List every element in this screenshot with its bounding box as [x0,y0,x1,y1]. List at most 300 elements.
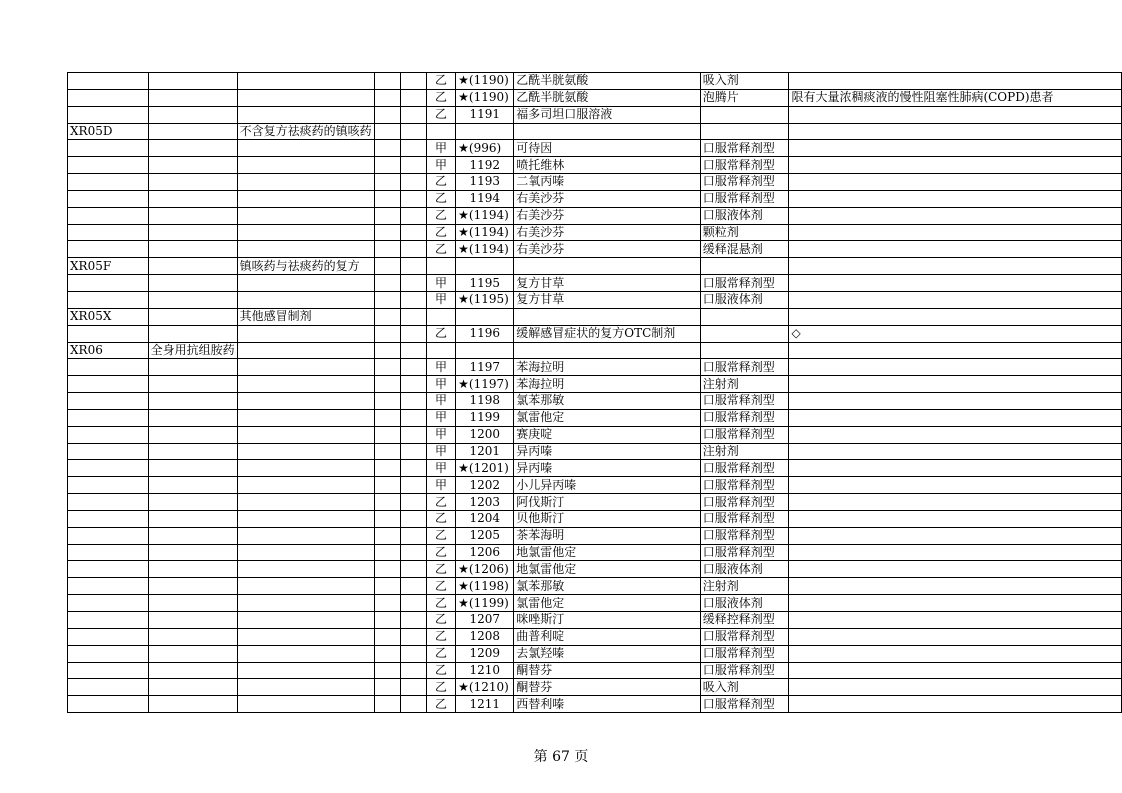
empty-cell [374,426,400,443]
drug-type-cell: 乙 [426,645,455,662]
dosage-form-cell: 口服常释剂型 [700,359,789,376]
empty-cell [148,409,237,426]
empty-cell [68,527,149,544]
empty-cell [148,460,237,477]
drug-number-cell: 1194 [456,190,514,207]
empty-cell [148,241,237,258]
drug-name-cell: 二氧丙嗪 [514,174,701,191]
empty-cell [68,662,149,679]
empty-cell [68,140,149,157]
empty-cell [374,561,400,578]
empty-cell [374,207,400,224]
empty-cell [374,140,400,157]
empty-cell [148,106,237,123]
empty-cell [374,527,400,544]
drug-type-cell: 乙 [426,73,455,90]
empty-cell [237,612,374,629]
empty-cell [68,241,149,258]
empty-cell [400,409,426,426]
empty-cell [374,645,400,662]
empty-cell [68,275,149,292]
empty-cell [700,342,789,359]
empty-cell [400,157,426,174]
dosage-form-cell: 颗粒剂 [700,224,789,241]
empty-cell [237,190,374,207]
drug-name-cell: 乙酰半胱氨酸 [514,73,701,90]
empty-cell [374,123,400,140]
drug-catalog-table [67,72,1122,713]
drug-type-cell: 乙 [426,89,455,106]
dosage-form-cell: 口服常释剂型 [700,409,789,426]
empty-cell [148,308,237,325]
dosage-form-cell: 口服液体剂 [700,291,789,308]
dosage-form-cell: 口服常释剂型 [700,174,789,191]
empty-cell [68,460,149,477]
empty-cell [400,140,426,157]
empty-cell [789,123,1122,140]
drug-number-cell: 1193 [456,174,514,191]
table-row [68,89,1122,106]
drug-name-cell: 氯苯那敏 [514,578,701,595]
empty-cell [400,342,426,359]
remarks-cell [789,174,1122,191]
empty-cell [68,325,149,342]
empty-cell [400,494,426,511]
empty-cell [400,241,426,258]
dosage-form-cell: 缓释混悬剂 [700,241,789,258]
drug-number-cell: 1202 [456,477,514,494]
drug-type-cell: 甲 [426,393,455,410]
empty-cell [148,291,237,308]
empty-cell [148,426,237,443]
dosage-form-cell [700,106,789,123]
drug-number-cell: ★(1190) [456,89,514,106]
empty-cell [400,443,426,460]
drug-name-cell: 右美沙芬 [514,241,701,258]
empty-cell [237,628,374,645]
empty-cell [148,645,237,662]
empty-cell [374,494,400,511]
empty-cell [237,662,374,679]
empty-cell [374,595,400,612]
drug-name-cell: 茶苯海明 [514,527,701,544]
empty-cell [426,258,455,275]
empty-cell [426,342,455,359]
remarks-cell [789,612,1122,629]
empty-cell [400,291,426,308]
remarks-cell [789,291,1122,308]
empty-cell [68,89,149,106]
drug-number-cell: 1200 [456,426,514,443]
remarks-cell [789,696,1122,713]
drug-number-cell: 1196 [456,325,514,342]
empty-cell [400,662,426,679]
empty-cell [237,224,374,241]
empty-cell [514,308,701,325]
empty-cell [374,89,400,106]
empty-cell [237,376,374,393]
empty-cell [374,359,400,376]
empty-cell [237,207,374,224]
drug-type-cell: 甲 [426,140,455,157]
drug-number-cell: 1201 [456,443,514,460]
empty-cell [400,477,426,494]
empty-cell [68,426,149,443]
drug-number-cell: 1205 [456,527,514,544]
drug-name-cell: 咪唑斯汀 [514,612,701,629]
empty-cell [148,157,237,174]
table-row [68,376,1122,393]
drug-type-cell: 乙 [426,174,455,191]
remarks-cell [789,106,1122,123]
remarks-cell [789,157,1122,174]
remarks-cell [789,527,1122,544]
empty-cell [374,544,400,561]
remarks-cell [789,645,1122,662]
empty-cell [237,544,374,561]
empty-cell [400,275,426,292]
empty-cell [237,494,374,511]
drug-number-cell: ★(1199) [456,595,514,612]
table-row [68,628,1122,645]
dosage-form-cell: 口服常释剂型 [700,510,789,527]
empty-cell [148,190,237,207]
empty-cell [68,393,149,410]
empty-cell [400,224,426,241]
empty-cell [237,477,374,494]
remarks-cell [789,409,1122,426]
empty-cell [237,325,374,342]
empty-cell [237,342,374,359]
category-code-cell: XR06 [68,342,149,359]
empty-cell [148,207,237,224]
drug-type-cell: 乙 [426,561,455,578]
drug-number-cell: 1192 [456,157,514,174]
category-row [68,308,1122,325]
empty-cell [68,376,149,393]
page-number: 第 67 页 [533,749,589,765]
remarks-cell [789,140,1122,157]
drug-number-cell: ★(1206) [456,561,514,578]
dosage-form-cell [700,325,789,342]
dosage-form-cell: 口服常释剂型 [700,662,789,679]
table-row [68,561,1122,578]
table-row [68,426,1122,443]
empty-cell [400,510,426,527]
empty-cell [700,308,789,325]
drug-number-cell: ★(996) [456,140,514,157]
empty-cell [400,89,426,106]
drug-type-cell: 乙 [426,190,455,207]
remarks-cell [789,190,1122,207]
drug-type-cell: 甲 [426,291,455,308]
empty-cell [68,207,149,224]
drug-type-cell: 甲 [426,376,455,393]
table-row [68,696,1122,713]
empty-cell [68,595,149,612]
drug-type-cell: 甲 [426,359,455,376]
table-row [68,612,1122,629]
drug-name-cell: 复方甘草 [514,291,701,308]
empty-cell [400,645,426,662]
drug-type-cell: 甲 [426,275,455,292]
empty-cell [400,376,426,393]
drug-name-cell: 缓解感冒症状的复方OTC制剂 [514,325,701,342]
empty-cell [148,393,237,410]
table-row [68,393,1122,410]
empty-cell [400,527,426,544]
remarks-cell [789,443,1122,460]
dosage-form-cell: 口服常释剂型 [700,544,789,561]
remarks-cell: 限有大量浓稠痰液的慢性阻塞性肺病(COPD)患者 [789,89,1122,106]
drug-name-cell: 可待因 [514,140,701,157]
empty-cell [237,291,374,308]
empty-cell [374,443,400,460]
empty-cell [68,578,149,595]
empty-cell [400,578,426,595]
empty-cell [237,645,374,662]
empty-cell [148,595,237,612]
empty-cell [456,258,514,275]
remarks-cell [789,544,1122,561]
empty-cell [68,106,149,123]
empty-cell [148,443,237,460]
category-label-cell [237,308,374,325]
remarks-cell [789,73,1122,90]
empty-cell [237,578,374,595]
empty-cell [148,174,237,191]
drug-name-cell: 右美沙芬 [514,224,701,241]
empty-cell [68,612,149,629]
dosage-form-cell: 泡腾片 [700,89,789,106]
remarks-cell [789,628,1122,645]
empty-cell [374,628,400,645]
empty-cell [68,696,149,713]
empty-cell [148,510,237,527]
empty-cell [400,679,426,696]
drug-name-cell: 右美沙芬 [514,190,701,207]
table-row [68,190,1122,207]
table-row [68,291,1122,308]
empty-cell [400,123,426,140]
empty-cell [400,544,426,561]
empty-cell [68,409,149,426]
dosage-form-cell: 口服常释剂型 [700,477,789,494]
empty-cell [789,258,1122,275]
empty-cell [400,426,426,443]
dosage-form-cell: 口服常释剂型 [700,460,789,477]
drug-number-cell: 1209 [456,645,514,662]
empty-cell [400,359,426,376]
empty-cell [374,308,400,325]
empty-cell [68,443,149,460]
empty-cell [68,628,149,645]
empty-cell [237,89,374,106]
empty-cell [514,342,701,359]
table-row [68,106,1122,123]
remarks-cell [789,578,1122,595]
category-code-cell: XR05F [68,258,149,275]
empty-cell [237,275,374,292]
empty-cell [374,73,400,90]
empty-cell [237,510,374,527]
table-row [68,359,1122,376]
remarks-cell [789,393,1122,410]
empty-cell [400,595,426,612]
table-row [68,241,1122,258]
drug-name-cell: 异丙嗪 [514,443,701,460]
table-row [68,157,1122,174]
drug-name-cell: 贝他斯汀 [514,510,701,527]
dosage-form-cell: 口服常释剂型 [700,628,789,645]
drug-type-cell: 乙 [426,662,455,679]
empty-cell [426,308,455,325]
empty-cell [68,645,149,662]
drug-type-cell: 乙 [426,106,455,123]
remarks-cell [789,241,1122,258]
empty-cell [237,679,374,696]
drug-name-cell: 氯雷他定 [514,595,701,612]
empty-cell [237,443,374,460]
empty-cell [400,106,426,123]
drug-name-cell: 氯苯那敏 [514,393,701,410]
drug-number-cell: ★(1190) [456,73,514,90]
empty-cell [68,157,149,174]
drug-name-cell: 氯雷他定 [514,409,701,426]
empty-cell [237,241,374,258]
drug-number-cell: ★(1210) [456,679,514,696]
empty-cell [374,679,400,696]
empty-cell [148,612,237,629]
drug-name-cell: 喷托维林 [514,157,701,174]
empty-cell [148,89,237,106]
drug-type-cell: 甲 [426,460,455,477]
drug-name-cell: 乙酰半胱氨酸 [514,89,701,106]
empty-cell [68,561,149,578]
empty-cell [148,494,237,511]
drug-name-cell: 酮替芬 [514,662,701,679]
category-code-cell: XR05X [68,308,149,325]
empty-cell [400,628,426,645]
empty-cell [237,174,374,191]
dosage-form-cell: 吸入剂 [700,73,789,90]
table-row [68,662,1122,679]
dosage-form-cell: 口服液体剂 [700,207,789,224]
empty-cell [374,409,400,426]
empty-cell [374,460,400,477]
dosage-form-cell: 口服常释剂型 [700,393,789,410]
category-row [68,342,1122,359]
dosage-form-cell: 口服常释剂型 [700,190,789,207]
category-row [68,123,1122,140]
category-label: 不含复方祛痰药的镇咳药 [239,123,372,138]
drug-type-cell: 甲 [426,409,455,426]
empty-cell [237,106,374,123]
table-row [68,477,1122,494]
table-row [68,443,1122,460]
drug-number-cell: 1210 [456,662,514,679]
empty-cell [237,73,374,90]
empty-cell [68,190,149,207]
drug-name-cell: 复方甘草 [514,275,701,292]
empty-cell [148,628,237,645]
empty-cell [426,123,455,140]
empty-cell [148,544,237,561]
empty-cell [148,696,237,713]
table-row [68,679,1122,696]
empty-cell [374,275,400,292]
empty-cell [456,123,514,140]
empty-cell [148,140,237,157]
empty-cell [68,510,149,527]
empty-cell [374,157,400,174]
empty-cell [374,174,400,191]
category-row [68,258,1122,275]
dosage-form-cell: 注射剂 [700,578,789,595]
drug-number-cell: 1204 [456,510,514,527]
table-row [68,527,1122,544]
drug-number-cell: ★(1197) [456,376,514,393]
empty-cell [400,174,426,191]
empty-cell [374,612,400,629]
empty-cell [148,376,237,393]
empty-cell [400,696,426,713]
empty-cell [456,342,514,359]
empty-cell [237,140,374,157]
drug-name-cell: 右美沙芬 [514,207,701,224]
empty-cell [374,106,400,123]
drug-name-cell: 小儿异丙嗪 [514,477,701,494]
drug-type-cell: 甲 [426,443,455,460]
drug-number-cell: ★(1194) [456,241,514,258]
drug-type-cell: 乙 [426,696,455,713]
empty-cell [456,308,514,325]
drug-type-cell: 乙 [426,679,455,696]
empty-cell [148,561,237,578]
empty-cell [148,325,237,342]
empty-cell [237,527,374,544]
table-row [68,494,1122,511]
empty-cell [148,477,237,494]
drug-number-cell: 1208 [456,628,514,645]
dosage-form-cell: 注射剂 [700,443,789,460]
table-row [68,645,1122,662]
empty-cell [374,578,400,595]
drug-number-cell: 1206 [456,544,514,561]
remarks-cell [789,426,1122,443]
empty-cell [148,662,237,679]
drug-number-cell: 1203 [456,494,514,511]
remarks-cell [789,207,1122,224]
empty-cell [148,578,237,595]
table-row [68,207,1122,224]
dosage-form-cell: 口服常释剂型 [700,157,789,174]
empty-cell [148,275,237,292]
drug-type-cell: 乙 [426,544,455,561]
dosage-form-cell: 口服常释剂型 [700,275,789,292]
empty-cell [237,359,374,376]
empty-cell [700,258,789,275]
remarks-cell [789,679,1122,696]
empty-cell [400,561,426,578]
empty-cell [237,460,374,477]
drug-number-cell: ★(1194) [456,207,514,224]
remarks-cell [789,595,1122,612]
drug-number-cell: ★(1194) [456,224,514,241]
empty-cell [237,595,374,612]
remarks-cell [789,494,1122,511]
drug-type-cell: 乙 [426,527,455,544]
